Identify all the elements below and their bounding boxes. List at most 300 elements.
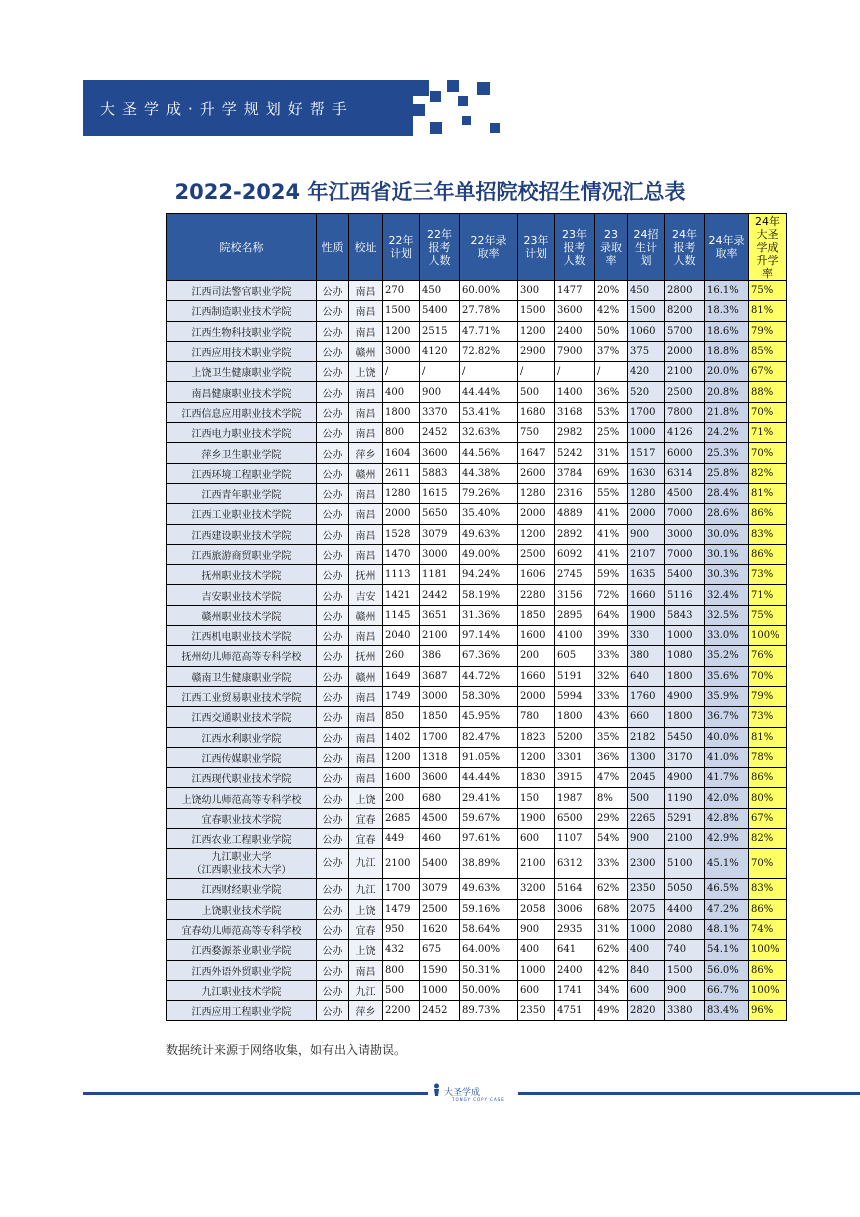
cell-22-applicants: 2100	[420, 626, 460, 646]
table-row	[167, 301, 787, 321]
cell-24-rate: 40.0%	[705, 727, 749, 747]
cell-22-plan: 950	[383, 919, 420, 939]
cell-22-rate: 94.24%	[460, 565, 518, 585]
cell-23-plan: 780	[518, 707, 555, 727]
cell-24-applicants: 4900	[665, 686, 705, 706]
col-24-dasheng-rate: 24年 大圣 学成 升学 率	[749, 214, 787, 281]
cell-location: 宜春	[349, 919, 383, 939]
cell-24-plan: 400	[628, 940, 665, 960]
cell-23-plan: 500	[518, 382, 555, 402]
cell-24-rate: 30.3%	[705, 565, 749, 585]
cell-23-applicants: 6500	[555, 808, 595, 828]
cell-22-applicants: 3000	[420, 686, 460, 706]
cell-24-plan: 375	[628, 341, 665, 361]
cell-school-name: 上饶职业技术学院	[167, 899, 317, 919]
cell-school-name: 赣南卫生健康职业学院	[167, 666, 317, 686]
cell-24-dasheng-rate: 79%	[749, 321, 787, 341]
cell-23-plan: 1680	[518, 402, 555, 422]
cell-location: 南昌	[349, 423, 383, 443]
cell-school-name: 上饶卫生健康职业学院	[167, 362, 317, 382]
cell-23-applicants: 1800	[555, 707, 595, 727]
cell-24-rate: 35.2%	[705, 646, 749, 666]
col-22-plan: 22年 计划	[383, 214, 420, 281]
table-row	[167, 605, 787, 625]
cell-23-rate: 42%	[595, 301, 628, 321]
cell-23-rate: /	[595, 362, 628, 382]
cell-nature: 公办	[317, 341, 349, 361]
cell-23-applicants: 3784	[555, 463, 595, 483]
cell-24-dasheng-rate: 100%	[749, 980, 787, 1000]
cell-22-applicants: 3600	[420, 443, 460, 463]
cell-23-plan: 900	[518, 919, 555, 939]
table-row	[167, 463, 787, 483]
cell-23-rate: 43%	[595, 707, 628, 727]
cell-22-applicants: 450	[420, 281, 460, 301]
cell-23-applicants: 4100	[555, 626, 595, 646]
cell-22-rate: 29.41%	[460, 788, 518, 808]
cell-location: 抚州	[349, 565, 383, 585]
cell-23-rate: 8%	[595, 788, 628, 808]
cell-24-applicants: 1800	[665, 707, 705, 727]
cell-23-applicants: 2400	[555, 960, 595, 980]
cell-22-rate: 45.95%	[460, 707, 518, 727]
cell-23-applicants: 1107	[555, 829, 595, 849]
cell-22-plan: 1600	[383, 768, 420, 788]
col-nature: 性质	[317, 214, 349, 281]
cell-24-rate: 25.8%	[705, 463, 749, 483]
cell-24-applicants: 2100	[665, 829, 705, 849]
cell-location: 吉安	[349, 585, 383, 605]
cell-24-rate: 20.8%	[705, 382, 749, 402]
cell-22-rate: 72.82%	[460, 341, 518, 361]
cell-location: 赣州	[349, 666, 383, 686]
cell-23-plan: 1200	[518, 524, 555, 544]
cell-24-applicants: 7000	[665, 544, 705, 564]
cell-22-applicants: 900	[420, 382, 460, 402]
footer-line-left	[83, 1092, 428, 1095]
cell-22-plan: 2000	[383, 504, 420, 524]
cell-24-rate: 42.8%	[705, 808, 749, 828]
cell-22-plan: 1200	[383, 747, 420, 767]
table-row	[167, 707, 787, 727]
cell-22-applicants: 4500	[420, 808, 460, 828]
cell-23-rate: 31%	[595, 919, 628, 939]
cell-22-rate: 58.19%	[460, 585, 518, 605]
cell-24-rate: 21.8%	[705, 402, 749, 422]
cell-22-plan: 3000	[383, 341, 420, 361]
cell-location: 九江	[349, 980, 383, 1000]
cell-24-plan: 520	[628, 382, 665, 402]
cell-24-dasheng-rate: 81%	[749, 483, 787, 503]
cell-23-applicants: 5191	[555, 666, 595, 686]
cell-23-plan: 1830	[518, 768, 555, 788]
cell-23-applicants: 3915	[555, 768, 595, 788]
cell-24-applicants: 2500	[665, 382, 705, 402]
cell-22-rate: 44.56%	[460, 443, 518, 463]
cell-24-applicants: 3000	[665, 524, 705, 544]
cell-23-applicants: 2316	[555, 483, 595, 503]
cell-23-applicants: 5242	[555, 443, 595, 463]
cell-23-applicants: 2982	[555, 423, 595, 443]
cell-22-rate: 50.00%	[460, 980, 518, 1000]
cell-nature: 公办	[317, 281, 349, 301]
cell-school-name: 上饶幼儿师范高等专科学校	[167, 788, 317, 808]
table-row	[167, 980, 787, 1000]
cell-nature: 公办	[317, 879, 349, 899]
cell-22-rate: /	[460, 362, 518, 382]
cell-nature: 公办	[317, 829, 349, 849]
cell-24-applicants: 5291	[665, 808, 705, 828]
table-row	[167, 423, 787, 443]
cell-22-applicants: 675	[420, 940, 460, 960]
cell-nature: 公办	[317, 747, 349, 767]
cell-22-rate: 27.78%	[460, 301, 518, 321]
cell-nature: 公办	[317, 899, 349, 919]
cell-22-plan: 850	[383, 707, 420, 727]
cell-23-plan: 200	[518, 646, 555, 666]
cell-22-applicants: 1590	[420, 960, 460, 980]
cell-22-plan: 1470	[383, 544, 420, 564]
cell-nature: 公办	[317, 423, 349, 443]
cell-24-applicants: 7000	[665, 504, 705, 524]
cell-23-rate: 33%	[595, 646, 628, 666]
cell-24-plan: 1280	[628, 483, 665, 503]
cell-location: 南昌	[349, 504, 383, 524]
cell-23-applicants: 1400	[555, 382, 595, 402]
cell-24-plan: 420	[628, 362, 665, 382]
cell-23-rate: 25%	[595, 423, 628, 443]
cell-23-rate: 50%	[595, 321, 628, 341]
cell-school-name: 江西外语外贸职业学院	[167, 960, 317, 980]
cell-23-applicants: 7900	[555, 341, 595, 361]
table-row	[167, 919, 787, 939]
cell-23-rate: 72%	[595, 585, 628, 605]
cell-24-dasheng-rate: 96%	[749, 1001, 787, 1021]
cell-school-name: 江西建设职业技术学院	[167, 524, 317, 544]
cell-23-rate: 62%	[595, 879, 628, 899]
cell-24-plan: 2045	[628, 768, 665, 788]
cell-23-plan: 2000	[518, 504, 555, 524]
cell-22-rate: 50.31%	[460, 960, 518, 980]
cell-24-applicants: 5700	[665, 321, 705, 341]
table-row	[167, 899, 787, 919]
cell-24-rate: 45.1%	[705, 849, 749, 879]
cell-location: 宜春	[349, 829, 383, 849]
cell-23-applicants: 3156	[555, 585, 595, 605]
cell-location: 南昌	[349, 544, 383, 564]
table-row	[167, 727, 787, 747]
cell-22-rate: 58.30%	[460, 686, 518, 706]
cell-24-plan: 380	[628, 646, 665, 666]
cell-location: 上饶	[349, 940, 383, 960]
cell-22-rate: 49.63%	[460, 524, 518, 544]
cell-location: 南昌	[349, 301, 383, 321]
cell-22-plan: 1402	[383, 727, 420, 747]
cell-24-plan: 1000	[628, 919, 665, 939]
table-row	[167, 646, 787, 666]
cell-location: 赣州	[349, 605, 383, 625]
cell-22-applicants: 2442	[420, 585, 460, 605]
cell-22-rate: 89.73%	[460, 1001, 518, 1021]
cell-24-plan: 1760	[628, 686, 665, 706]
cell-24-applicants: 900	[665, 980, 705, 1000]
cell-22-applicants: 5650	[420, 504, 460, 524]
banner-slogan: 大圣学成·升学规划好帮手	[100, 100, 354, 118]
cell-24-dasheng-rate: 71%	[749, 423, 787, 443]
cell-22-rate: 59.67%	[460, 808, 518, 828]
cell-22-rate: 44.72%	[460, 666, 518, 686]
cell-23-applicants: 1741	[555, 980, 595, 1000]
cell-23-applicants: 2892	[555, 524, 595, 544]
table-row	[167, 788, 787, 808]
cell-22-applicants: 5400	[420, 849, 460, 879]
cell-location: 萍乡	[349, 1001, 383, 1021]
cell-22-plan: 800	[383, 960, 420, 980]
cell-22-applicants: 680	[420, 788, 460, 808]
cell-23-rate: 64%	[595, 605, 628, 625]
cell-23-applicants: 3168	[555, 402, 595, 422]
cell-school-name: 江西水利职业学院	[167, 727, 317, 747]
cell-22-plan: 260	[383, 646, 420, 666]
data-source-note: 数据统计来源于网络收集，如有出入请勘误。	[166, 1043, 407, 1057]
cell-22-plan: 2200	[383, 1001, 420, 1021]
cell-23-applicants: 605	[555, 646, 595, 666]
col-24-plan: 24招 生计 划	[628, 214, 665, 281]
cell-location: 南昌	[349, 281, 383, 301]
cell-22-plan: 1113	[383, 565, 420, 585]
cell-24-rate: 48.1%	[705, 919, 749, 939]
cell-23-rate: 29%	[595, 808, 628, 828]
cell-24-plan: 1060	[628, 321, 665, 341]
cell-22-applicants: 2452	[420, 423, 460, 443]
cell-22-applicants: 3079	[420, 879, 460, 899]
cell-24-dasheng-rate: 70%	[749, 849, 787, 879]
cell-school-name: 江西工业职业技术学院	[167, 504, 317, 524]
cell-23-rate: 49%	[595, 1001, 628, 1021]
cell-location: 上饶	[349, 788, 383, 808]
cell-24-plan: 2300	[628, 849, 665, 879]
cell-22-applicants: 1620	[420, 919, 460, 939]
deco-square	[447, 80, 459, 92]
cell-24-dasheng-rate: 81%	[749, 301, 787, 321]
cell-24-applicants: 2800	[665, 281, 705, 301]
cell-23-rate: 68%	[595, 899, 628, 919]
cell-24-dasheng-rate: 80%	[749, 788, 787, 808]
cell-22-applicants: 5883	[420, 463, 460, 483]
cell-22-rate: 47.71%	[460, 321, 518, 341]
deco-square	[477, 82, 490, 95]
cell-location: 九江	[349, 849, 383, 879]
cell-nature: 公办	[317, 301, 349, 321]
cell-22-applicants: 2515	[420, 321, 460, 341]
cell-23-applicants: 2935	[555, 919, 595, 939]
cell-24-applicants: 1800	[665, 666, 705, 686]
cell-24-rate: 47.2%	[705, 899, 749, 919]
cell-22-rate: 59.16%	[460, 899, 518, 919]
table-row	[167, 443, 787, 463]
cell-24-plan: 1517	[628, 443, 665, 463]
cell-nature: 公办	[317, 940, 349, 960]
cell-23-applicants: 6312	[555, 849, 595, 879]
cell-24-plan: 2000	[628, 504, 665, 524]
cell-location: 南昌	[349, 747, 383, 767]
cell-23-rate: 47%	[595, 768, 628, 788]
cell-school-name: 南昌健康职业技术学院	[167, 382, 317, 402]
cell-22-plan: 800	[383, 423, 420, 443]
cell-24-rate: 30.1%	[705, 544, 749, 564]
cell-school-name: 江西农业工程职业学院	[167, 829, 317, 849]
cell-22-applicants: 3687	[420, 666, 460, 686]
cell-24-plan: 2182	[628, 727, 665, 747]
cell-24-rate: 42.0%	[705, 788, 749, 808]
cell-22-applicants: 1850	[420, 707, 460, 727]
cell-23-applicants: 5164	[555, 879, 595, 899]
cell-24-applicants: 4400	[665, 899, 705, 919]
cell-22-applicants: 386	[420, 646, 460, 666]
cell-22-plan: /	[383, 362, 420, 382]
cell-23-rate: 41%	[595, 524, 628, 544]
cell-nature: 公办	[317, 646, 349, 666]
table-row	[167, 960, 787, 980]
cell-23-plan: 600	[518, 829, 555, 849]
cell-22-applicants: 3079	[420, 524, 460, 544]
cell-24-plan: 1000	[628, 423, 665, 443]
cell-23-plan: 2000	[518, 686, 555, 706]
cell-24-dasheng-rate: 86%	[749, 899, 787, 919]
cell-school-name: 萍乡卫生职业学院	[167, 443, 317, 463]
cell-24-dasheng-rate: 88%	[749, 382, 787, 402]
cell-nature: 公办	[317, 626, 349, 646]
cell-nature: 公办	[317, 544, 349, 564]
cell-24-applicants: 5843	[665, 605, 705, 625]
table-row	[167, 666, 787, 686]
table-row	[167, 768, 787, 788]
cell-24-applicants: 5116	[665, 585, 705, 605]
cell-22-rate: 49.00%	[460, 544, 518, 564]
cell-location: 上饶	[349, 899, 383, 919]
cell-24-applicants: 2000	[665, 341, 705, 361]
cell-location: 南昌	[349, 524, 383, 544]
cell-23-plan: 2100	[518, 849, 555, 879]
cell-school-name: 江西电力职业技术学院	[167, 423, 317, 443]
cell-school-name: 江西现代职业技术学院	[167, 768, 317, 788]
table-row	[167, 879, 787, 899]
cell-24-rate: 18.6%	[705, 321, 749, 341]
cell-22-applicants: 1000	[420, 980, 460, 1000]
cell-23-plan: 2058	[518, 899, 555, 919]
cell-24-dasheng-rate: 82%	[749, 463, 787, 483]
cell-23-plan: 600	[518, 980, 555, 1000]
cell-school-name: 江西工业贸易职业技术学院	[167, 686, 317, 706]
cell-24-plan: 1300	[628, 747, 665, 767]
cell-24-applicants: 4126	[665, 423, 705, 443]
cell-24-rate: 46.5%	[705, 879, 749, 899]
cell-22-plan: 2040	[383, 626, 420, 646]
cell-24-plan: 1660	[628, 585, 665, 605]
cell-23-rate: 31%	[595, 443, 628, 463]
table-row	[167, 940, 787, 960]
cell-23-plan: 1200	[518, 321, 555, 341]
cell-24-rate: 33.0%	[705, 626, 749, 646]
table-row	[167, 747, 787, 767]
cell-24-dasheng-rate: 85%	[749, 341, 787, 361]
cell-22-applicants: 3600	[420, 768, 460, 788]
cell-22-rate: 32.63%	[460, 423, 518, 443]
table-row	[167, 626, 787, 646]
cell-24-applicants: 5100	[665, 849, 705, 879]
cell-22-rate: 60.00%	[460, 281, 518, 301]
cell-23-rate: 33%	[595, 686, 628, 706]
col-23-rate: 23 录取 率	[595, 214, 628, 281]
cell-23-plan: 1280	[518, 483, 555, 503]
cell-nature: 公办	[317, 605, 349, 625]
cell-22-plan: 2611	[383, 463, 420, 483]
cell-24-applicants: 2080	[665, 919, 705, 939]
cell-location: 南昌	[349, 382, 383, 402]
cell-school-name: 江西应用工程职业学院	[167, 1001, 317, 1021]
cell-22-applicants: 1615	[420, 483, 460, 503]
cell-23-rate: 37%	[595, 341, 628, 361]
cell-24-plan: 900	[628, 524, 665, 544]
cell-22-plan: 1528	[383, 524, 420, 544]
cell-23-rate: 59%	[595, 565, 628, 585]
cell-24-applicants: 740	[665, 940, 705, 960]
table-row	[167, 362, 787, 382]
cell-24-dasheng-rate: 86%	[749, 768, 787, 788]
cell-23-rate: 36%	[595, 382, 628, 402]
cell-school-name: 江西制造职业技术学院	[167, 301, 317, 321]
cell-24-dasheng-rate: 70%	[749, 402, 787, 422]
col-22-rate: 22年录 取率	[460, 214, 518, 281]
cell-24-dasheng-rate: 67%	[749, 362, 787, 382]
cell-23-plan: 400	[518, 940, 555, 960]
cell-22-plan: 1604	[383, 443, 420, 463]
cell-22-plan: 1749	[383, 686, 420, 706]
cell-22-rate: 64.00%	[460, 940, 518, 960]
cell-24-plan: 450	[628, 281, 665, 301]
cell-24-applicants: 1190	[665, 788, 705, 808]
cell-school-name: 江西交通职业技术学院	[167, 707, 317, 727]
cell-school-name: 江西传媒职业学院	[167, 747, 317, 767]
cell-23-applicants: 5994	[555, 686, 595, 706]
cell-22-rate: 53.41%	[460, 402, 518, 422]
cell-location: 抚州	[349, 646, 383, 666]
cell-nature: 公办	[317, 483, 349, 503]
deco-square	[458, 96, 468, 106]
cell-location: 南昌	[349, 483, 383, 503]
cell-24-dasheng-rate: 82%	[749, 829, 787, 849]
cell-24-dasheng-rate: 73%	[749, 707, 787, 727]
cell-22-rate: 91.05%	[460, 747, 518, 767]
cell-22-applicants: 5400	[420, 301, 460, 321]
cell-24-dasheng-rate: 70%	[749, 443, 787, 463]
table-row	[167, 565, 787, 585]
cell-22-plan: 1200	[383, 321, 420, 341]
cell-23-rate: 35%	[595, 727, 628, 747]
table-row	[167, 1001, 787, 1021]
cell-23-rate: 69%	[595, 463, 628, 483]
cell-22-rate: 58.64%	[460, 919, 518, 939]
cell-22-applicants: 460	[420, 829, 460, 849]
cell-22-applicants: 1318	[420, 747, 460, 767]
cell-school-name: 赣州职业技术学院	[167, 605, 317, 625]
table-row	[167, 504, 787, 524]
cell-23-rate: 36%	[595, 747, 628, 767]
deco-square	[430, 122, 442, 134]
cell-24-dasheng-rate: 76%	[749, 646, 787, 666]
cell-nature: 公办	[317, 686, 349, 706]
cell-23-plan: 2600	[518, 463, 555, 483]
